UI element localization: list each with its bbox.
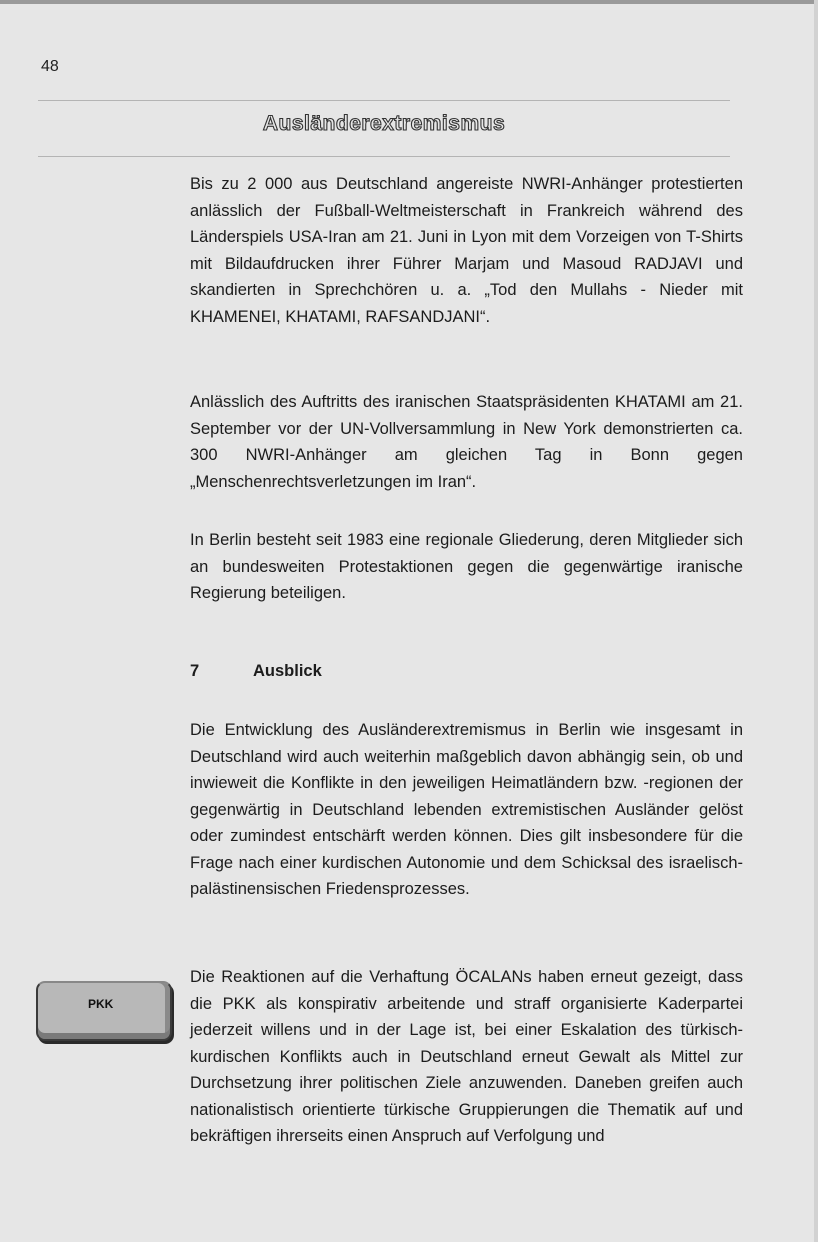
page-right-edge	[814, 0, 818, 1242]
paragraph-berlin-group: In Berlin besteht seit 1983 eine regionale Gliederung, deren Mitglieder sich an bundesweiten Protestaktionen gegen die gegenwärtige iranische Regierung beteiligen.	[190, 531, 743, 602]
section-number: 7	[190, 662, 200, 680]
running-head: Ausländerextremismus	[262, 112, 506, 135]
page-number: 48	[41, 58, 59, 75]
page-top-edge	[0, 0, 818, 4]
section-heading	[190, 662, 322, 681]
section-title: Ausblick	[253, 662, 322, 680]
margin-tab-pkk	[36, 981, 172, 1041]
paragraph-outlook: Die Entwicklung des Ausländerextremismus in Berlin wie insgesamt in Deutschland wird auch weiterhin maßgeblich davon abhängig sein, ob und inwieweit die Konflikte in den jeweiligen Heimatländern bzw. -regionen der gegenwärtig in Deutschland lebenden extremistischen Ausländer gelöst oder zumindest entschärft werden können. Dies gilt insbesondere für die Frage nach einer kurdischen Autonomie und dem Schicksal des israelisch-palästinensischen Friedensprozesses.	[190, 721, 743, 898]
header-rule-top	[38, 100, 730, 101]
paragraph-nwri-bonn: Anlässlich des Auftritts des iranischen Staatspräsidenten KHATAMI am 21. September vor der UN-Vollversammlung in New York demonstrierten ca. 300 NWRI-Anhänger am gleichen Tag in Bonn gegen „Menschenrechtsverletzungen im Iran“.	[190, 393, 743, 491]
paragraph-pkk-reactions: Die Reaktionen auf die Verhaftung ÖCALANs haben erneut gezeigt, dass die PKK als konspirativ arbeitende und straff organisierte Kaderpartei jederzeit willens und in der Lage ist, bei einer Eskalation des türkisch-kurdischen Konflikts auch in Deutschland erneut Gewalt als Mittel zur Durchsetzung ihrer politischen Ziele anzuwenden. Daneben greifen auch nationalistisch orientierte türkische Gruppierungen die Thematik auf und bekräftigen ihrerseits einen Anspruch auf Verfolgung und	[190, 968, 743, 1145]
margin-tab-label: PKK	[88, 997, 114, 1011]
header-rule-bottom	[38, 156, 730, 157]
paragraph-nwri-lyon: Bis zu 2 000 aus Deutschland angereiste NWRI-Anhänger protestierten anlässlich der Fußball-Weltmeisterschaft in Frankreich während des Länderspiels USA-Iran am 21. Juni in Lyon mit dem Vorzeigen von T-Shirts mit Bildaufdrucken ihrer Führer Marjam und Masoud RADJAVI und skandierten in Sprechchören u. a. „Tod den Mullahs - Nieder mit KHAMENEI, KHATAMI, RAFSANDJANI“.	[190, 175, 743, 326]
